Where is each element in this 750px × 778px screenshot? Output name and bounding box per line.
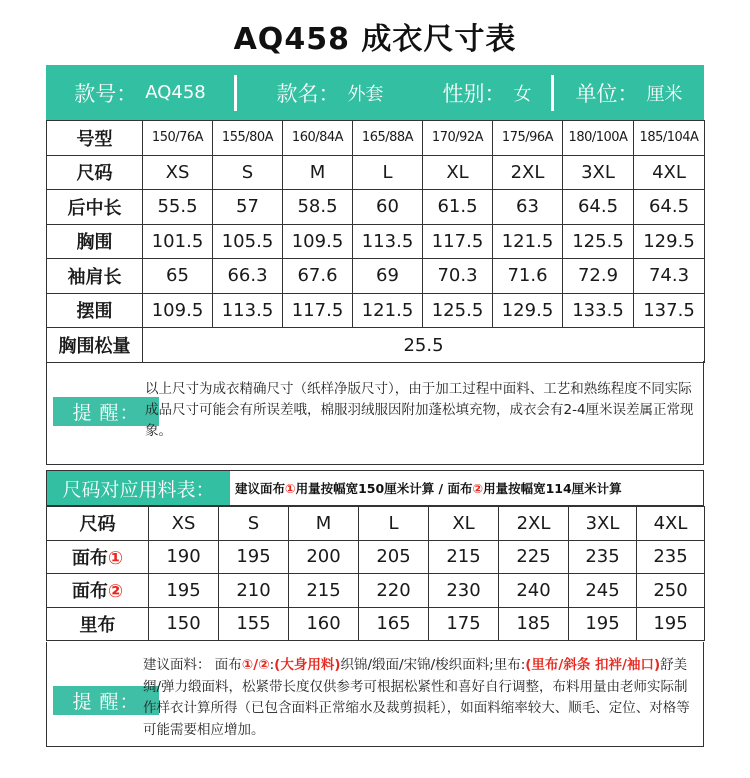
unit-cell [554,65,704,120]
table-cell: 74.3 [634,259,705,294]
row-label: 号型 [47,121,143,156]
table-cell: 160 [289,607,359,641]
table-cell: 125.5 [423,293,493,328]
fabric-header-desc [235,471,622,505]
table-cell: 235 [637,540,705,574]
style-number-value: AQ458 [145,82,206,103]
note-text-part: 舒美绸/弹力缎面料，松紧带长度仅供参考可根据松紧性和喜好自行调整，布料用量由老师实际制作样衣计算所得（已包含面料正常缩水及裁剪损耗），如面料缩率较大、顺毛、定位、对格等可能需要相应增加。 [143,657,690,738]
row-label: 尺码 [47,155,143,190]
table-cell: XL [423,155,493,190]
row-label-text: 面布 [71,547,108,569]
row-label: 袖肩长 [47,259,143,294]
style-name-value: 外套 [347,83,384,105]
table-cell: 215 [429,540,499,574]
fabric-note-text [143,655,697,741]
table-cell: 175 [429,607,499,641]
table-cell: 72.9 [563,259,634,294]
note-text-part: 织锦/缎面/宋锦/梭织面料;里布: [340,657,526,673]
tip-badge: 提 醒： [53,397,159,426]
table-cell: 160/84A [283,121,353,156]
row-label: 摆围 [47,293,143,328]
table-cell: S [219,507,289,541]
table-cell: 150/76A [143,121,213,156]
table-cell: 101.5 [143,224,213,259]
table-cell: 64.5 [563,190,634,225]
table-cell: 121.5 [493,224,563,259]
table-row [47,328,705,363]
table-cell: 55.5 [143,190,213,225]
row-label: 尺码 [47,507,149,541]
fabric-desc-part: 建议面布 [235,481,286,496]
table-cell: XL [429,507,499,541]
table-cell: 109.5 [283,224,353,259]
table-cell: 2XL [499,507,569,541]
table-row [47,293,705,328]
table-row [47,607,705,641]
row-label [47,574,149,608]
table-row [47,121,705,156]
table-cell: L [359,507,429,541]
fabric-table [46,506,705,641]
circle-one-mark: ① [285,480,296,496]
table-cell: 105.5 [213,224,283,259]
size-note-text: 以上尺寸为成衣精确尺寸（纸样净版尺寸），由于加工过程中面料、工艺和熟练程度不同实际成品尺寸可能会有所误差哦，棉服羽绒服因附加蓬松填充物，成衣会有2-4厘米误差属正常现象。 [145,381,694,439]
table-cell: S [213,155,283,190]
circle-two-mark: ② [107,581,124,603]
ease-value: 25.5 [143,328,705,363]
table-cell: 57 [213,190,283,225]
size-note [46,361,704,465]
circle-one-mark: ① [107,547,124,569]
ease-label: 胸围松量 [47,328,143,363]
unit-value: 厘米 [646,83,683,105]
unit-label: 单位： [575,81,639,106]
fabric-header-label: 尺码对应用料表： [47,471,230,505]
table-cell: 180/100A [563,121,634,156]
table-cell: 205 [359,540,429,574]
table-cell: XS [143,155,213,190]
table-cell: 245 [569,574,637,608]
table-cell: 165 [359,607,429,641]
table-cell: 240 [499,574,569,608]
table-cell: 2XL [493,155,563,190]
table-cell: 210 [219,574,289,608]
table-cell: 70.3 [423,259,493,294]
table-cell: M [289,507,359,541]
gender-value: 女 [513,83,532,105]
size-table [46,120,705,363]
table-cell: 220 [359,574,429,608]
table-cell: 170/92A [423,121,493,156]
table-cell: 175/96A [493,121,563,156]
table-cell: 113.5 [353,224,423,259]
fabric-note [46,642,704,747]
table-cell: 117.5 [283,293,353,328]
table-cell: 215 [289,574,359,608]
row-label: 里布 [47,607,149,641]
table-cell: M [283,155,353,190]
table-cell: 63 [493,190,563,225]
table-cell: 129.5 [634,224,705,259]
note-highlight: (里布/斜条 扣袢/袖口) [525,657,661,673]
table-cell: 3XL [563,155,634,190]
info-bar [46,65,704,120]
table-cell: 155/80A [213,121,283,156]
table-row [47,507,705,541]
table-cell: 195 [637,607,705,641]
table-cell: 185/104A [634,121,705,156]
row-label: 后中长 [47,190,143,225]
table-cell: 67.6 [283,259,353,294]
style-name-label: 款名： [276,81,340,106]
table-cell: 133.5 [563,293,634,328]
table-row [47,190,705,225]
table-cell: 125.5 [563,224,634,259]
style-number-label: 款号： [74,81,138,106]
table-cell: 65 [143,259,213,294]
table-row [47,574,705,608]
table-cell: 4XL [634,155,705,190]
table-cell: 150 [149,607,219,641]
table-cell: 64.5 [634,190,705,225]
table-cell: 109.5 [143,293,213,328]
table-cell: 165/88A [353,121,423,156]
table-cell: 195 [149,574,219,608]
table-cell: 71.6 [493,259,563,294]
table-cell: 137.5 [634,293,705,328]
table-cell: 185 [499,607,569,641]
table-cell: 4XL [637,507,705,541]
note-highlight: ①/② [241,657,270,673]
fabric-desc-part: 用量按幅宽114厘米计算 [483,481,622,496]
fabric-header [46,470,704,506]
table-cell: 155 [219,607,289,641]
table-cell: 230 [429,574,499,608]
table-cell: 200 [289,540,359,574]
fabric-desc-part: 用量按幅宽150厘米计算 / 面布 [295,481,473,496]
table-cell: 3XL [569,507,637,541]
gender-label: 性别： [442,81,506,106]
table-cell: XS [149,507,219,541]
gender-cell [423,65,551,120]
note-text-part: : [269,657,275,673]
table-cell: 66.3 [213,259,283,294]
table-cell: 235 [569,540,637,574]
table-cell: 250 [637,574,705,608]
table-row [47,540,705,574]
table-cell: 121.5 [353,293,423,328]
row-label-text: 面布 [71,581,108,603]
style-name-cell [237,65,423,120]
table-cell: 129.5 [493,293,563,328]
row-label: 胸围 [47,224,143,259]
table-cell: 60 [353,190,423,225]
circle-two-mark: ② [472,480,484,496]
page-title: AQ458 成衣尺寸表 [233,22,517,57]
table-cell: L [353,155,423,190]
table-cell: 113.5 [213,293,283,328]
table-cell: 190 [149,540,219,574]
tip-badge: 提 醒： [53,686,159,715]
table-cell: 225 [499,540,569,574]
table-row [47,155,705,190]
table-cell: 195 [569,607,637,641]
table-row [47,259,705,294]
note-text-part: 建议面料： 面布 [143,657,242,673]
table-cell: 117.5 [423,224,493,259]
table-row [47,224,705,259]
note-highlight: (大身用料) [274,657,341,673]
table-cell: 195 [219,540,289,574]
style-number-cell [46,65,234,120]
table-cell: 61.5 [423,190,493,225]
table-cell: 69 [353,259,423,294]
row-label [47,540,149,574]
table-cell: 58.5 [283,190,353,225]
